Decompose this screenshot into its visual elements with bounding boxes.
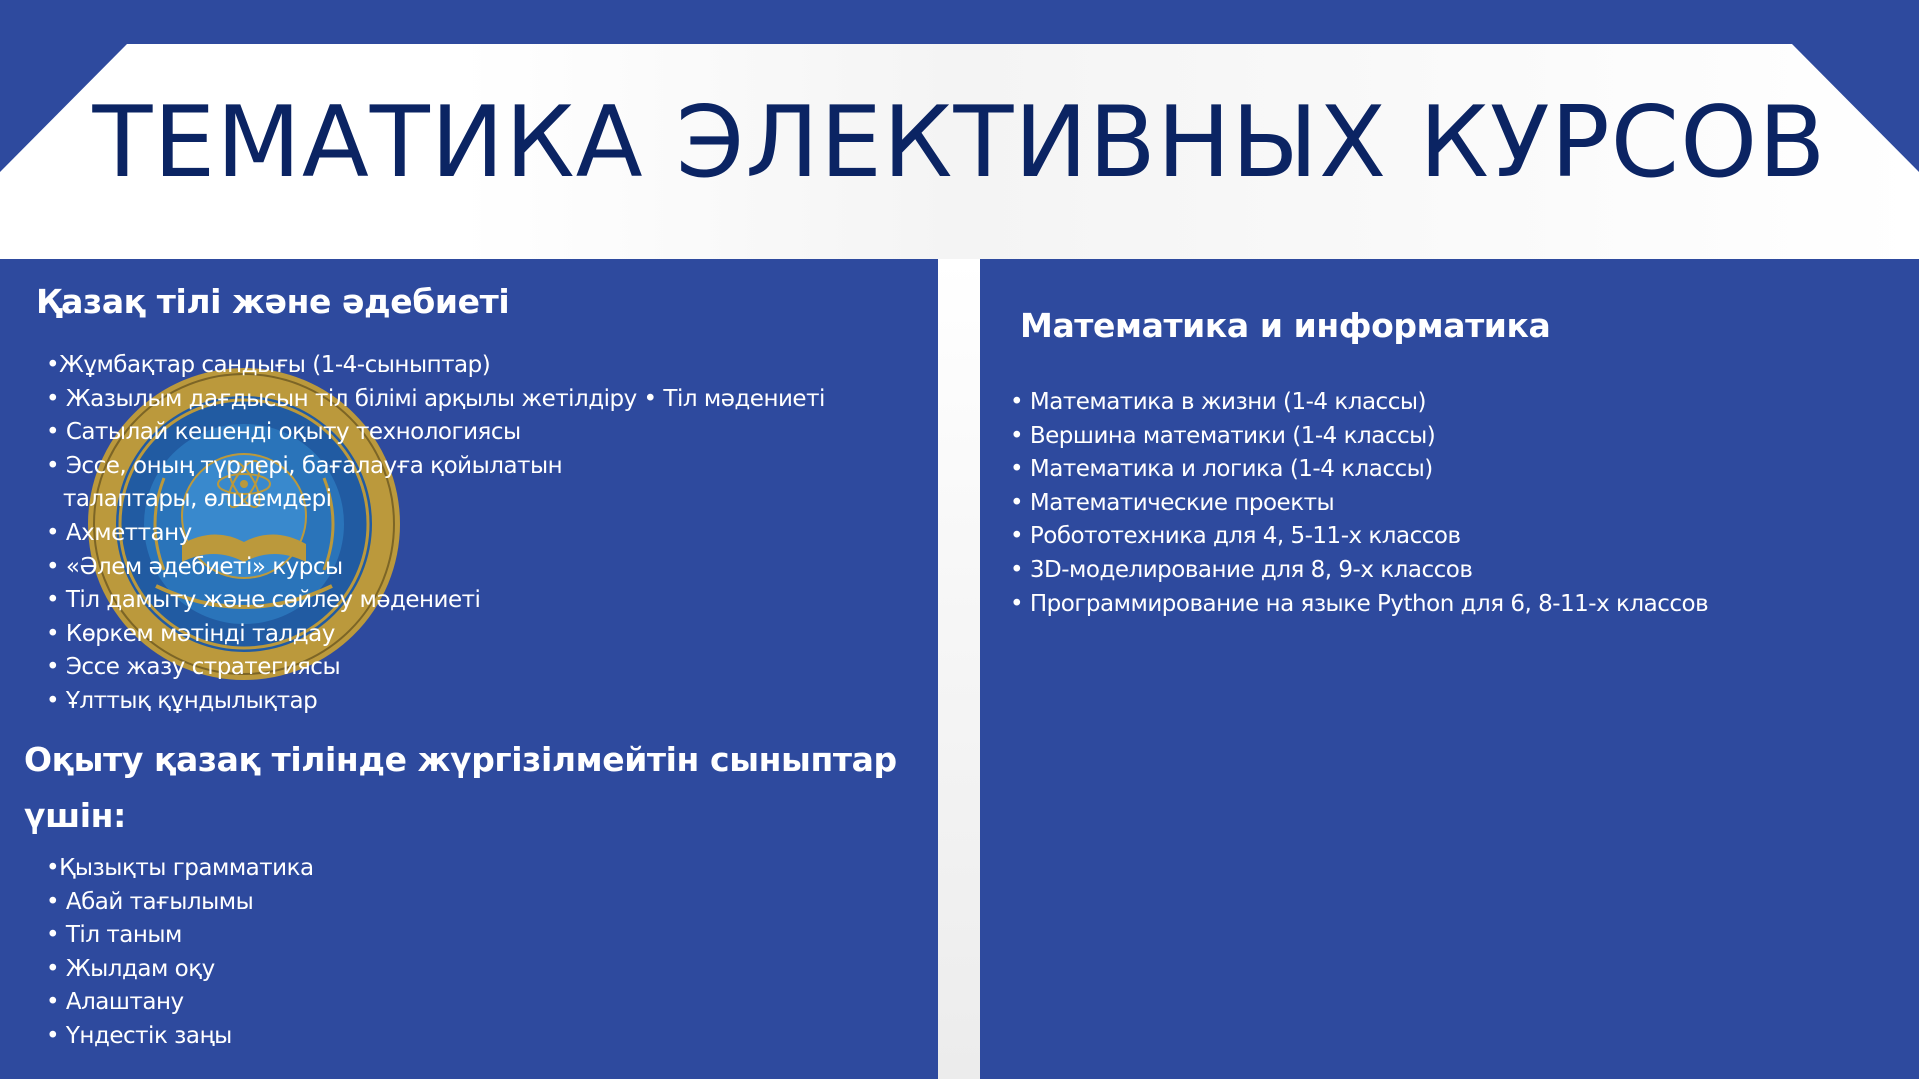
right-panel bbox=[980, 259, 1919, 1079]
list-item: • Робототехника для 4, 5-11-х классов bbox=[1010, 523, 1461, 550]
list-item: • Эссе, оның түрлері, бағалауға қойылатын талаптары, өлшемдері bbox=[46, 452, 563, 513]
left-course-list-2 bbox=[46, 852, 314, 1054]
list-item: • «Әлем әдебиеті» курсы bbox=[46, 553, 343, 580]
list-item: • Сатылай кешенді оқыту технологиясы bbox=[46, 419, 521, 446]
list-item: • Абай тағылымы bbox=[46, 888, 254, 915]
list-item: • Ахметтану bbox=[46, 519, 192, 546]
list-item: • 3D-моделирование для 8, 9-х классов bbox=[1010, 556, 1473, 583]
list-item: • Математика в жизни (1-4 классы) bbox=[1010, 389, 1426, 415]
list-item: • Математика и логика (1-4 классы) bbox=[1010, 456, 1433, 483]
list-item: • Тіл дамыту және сөйлеу мәдениеті bbox=[46, 587, 481, 614]
left-heading-2: Оқыту қазақ тілінде жүргізілмейтін сыныптар bbox=[24, 740, 897, 779]
list-item: •Қызықты грамматика bbox=[46, 855, 314, 881]
list-item: • Алаштану bbox=[46, 989, 184, 1016]
list-item: •Жұмбақтар сандығы (1-4-сыныптар) bbox=[46, 352, 491, 378]
list-item: • Вершина математики (1-4 классы) bbox=[1010, 422, 1436, 449]
left-heading: Қазақ тілі және әдебиеті bbox=[36, 282, 510, 321]
list-item: • Үндестік заңы bbox=[46, 1022, 232, 1049]
list-item: • Программирование на языке Python для 6, 8-11-х классов bbox=[1010, 590, 1709, 617]
right-course-list bbox=[1010, 386, 1708, 621]
left-heading-2-cont: үшін: bbox=[24, 796, 126, 835]
panel-divider bbox=[938, 259, 980, 1079]
list-item: • Тіл таным bbox=[46, 922, 182, 949]
left-course-list bbox=[46, 349, 825, 719]
list-item: • Математические проекты bbox=[1010, 489, 1335, 516]
slide-title: ТЕМАТИКА ЭЛЕКТИВНЫХ КУРСОВ bbox=[92, 86, 1827, 200]
list-item: • Ұлттық құндылықтар bbox=[46, 687, 318, 714]
list-item: • Көркем мәтінді талдау bbox=[46, 620, 335, 647]
list-item: • Жылдам оқу bbox=[46, 955, 215, 982]
list-item: • Эссе жазу стратегиясы bbox=[46, 654, 341, 681]
list-item: • Жазылым дағдысын тіл білімі арқылы жетілдіру • Тіл мәдениеті bbox=[46, 385, 825, 412]
right-heading: Математика и информатика bbox=[1020, 306, 1551, 345]
